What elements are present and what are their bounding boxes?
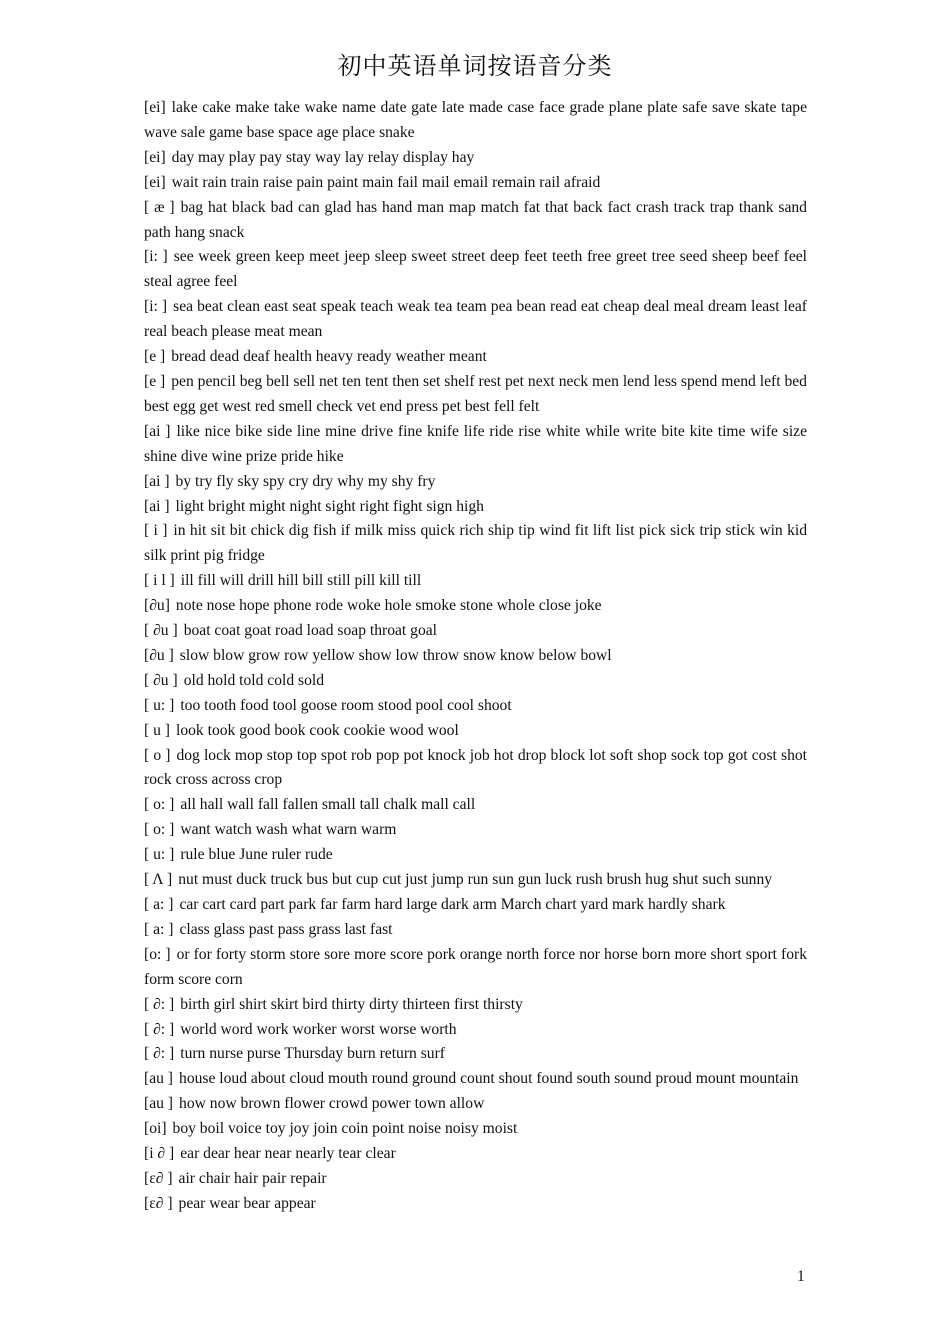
word-list-text: all hall wall fall fallen small tall chalk mall call (180, 796, 476, 814)
word-group-row (144, 793, 807, 818)
phonetic-symbol: [ai ] (144, 497, 170, 515)
phonetic-symbol: [ ∂: ] (144, 1045, 175, 1063)
word-list-text: ill fill will drill hill bill still pill kill till (180, 572, 422, 590)
word-list-text: turn nurse purse Thursday burn return surf (180, 1045, 445, 1063)
phonetic-symbol: [ i ] (144, 522, 168, 540)
word-group-row (144, 744, 807, 794)
phonetic-symbol: [ a: ] (144, 896, 174, 913)
word-group-row (144, 669, 807, 694)
word-list-text: light bright might night sight right fight sign high (175, 497, 484, 515)
word-list-text: rule blue June ruler rude (180, 846, 333, 864)
word-list-text: pen pencil beg bell sell net ten tent then set shelf rest pet next neck men lend less spend mend left bed best egg get west red smell check vet end press pet best fell felt (144, 372, 807, 415)
word-group-row (144, 245, 807, 295)
phonetic-symbol: [ai ] (144, 472, 170, 490)
word-list-text: birth girl shirt skirt bird thirty dirty thirteen first thirsty (180, 995, 523, 1013)
phonetic-symbol: [au ] (144, 1095, 174, 1113)
page-number: 1 (797, 1268, 805, 1285)
phonetic-symbol: [e ] (144, 372, 166, 390)
phonetic-symbol: [e ] (144, 348, 166, 366)
word-group-row (144, 1092, 807, 1117)
word-list-text: too tooth food tool goose room stood pool cool shoot (180, 696, 512, 714)
word-list-text: sea beat clean east seat speak teach weak tea team pea bean read eat cheap deal meal dream least leaf real beach please meat mean (144, 298, 808, 341)
word-list-text: class glass past pass grass last fast (179, 920, 393, 938)
phonetic-symbol: [ o ] (144, 746, 171, 764)
word-group-row (144, 1117, 807, 1142)
phonetic-symbol: [ai ] (144, 422, 171, 440)
phonetic-symbol: [ o: ] (144, 821, 175, 839)
word-list-text: how now brown flower crowd power town allow (179, 1095, 485, 1113)
word-group-row (144, 196, 807, 246)
phonetic-symbol: [∂u ] (144, 646, 174, 664)
word-list-text: car cart card part park far farm hard large dark arm March chart yard mark hardly shark (179, 896, 726, 913)
word-group-row (144, 345, 807, 370)
word-group-row (144, 893, 807, 918)
word-group-row (144, 1167, 807, 1192)
word-group-row (144, 918, 807, 943)
phonetic-symbol: [ei] (144, 99, 166, 116)
phonetic-symbol: [ u: ] (144, 846, 175, 864)
phonetic-symbol: [ei] (144, 148, 166, 166)
phonetic-symbol: [oi] (144, 1120, 167, 1138)
phonetic-symbol: [ε∂ ] (144, 1194, 173, 1212)
phonetic-symbol: [i ∂ ] (144, 1145, 175, 1163)
word-list-text: day may play pay stay way lay relay display hay (171, 148, 475, 166)
phonetic-symbol: [ Λ ] (144, 871, 173, 889)
word-group-row (144, 594, 807, 619)
word-group-row (144, 993, 807, 1018)
word-list-text: ear dear hear near nearly tear clear (180, 1145, 396, 1163)
word-group-row (144, 694, 807, 719)
word-group-row (144, 644, 807, 669)
phonetic-symbol: [ ∂: ] (144, 1020, 175, 1038)
word-list-text: boy boil voice toy joy join coin point noise noisy moist (172, 1120, 518, 1138)
word-list-text: wait rain train raise pain paint main fail mail email remain rail afraid (171, 173, 601, 191)
phonetic-symbol: [ ∂: ] (144, 995, 175, 1013)
word-group-row (144, 569, 807, 594)
word-list-text: by try fly sky spy cry dry why my shy fry (175, 472, 436, 490)
phonetic-symbol: [ o: ] (144, 796, 175, 814)
word-group-row (144, 719, 807, 744)
word-group-row (144, 943, 807, 993)
phonetic-symbol: [∂u] (144, 597, 170, 615)
word-group-row (144, 295, 807, 345)
word-list-text: in hit sit bit chick dig fish if milk miss quick rich ship tip wind fit lift list pick sick trip stick win kid silk print pig fridge (144, 522, 807, 565)
word-list-text: or for forty storm store sore more score pork orange north force nor horse born more short sport fork form score corn (144, 945, 807, 988)
phonetic-symbol: [i: ] (144, 298, 168, 316)
phonetic-symbol: [ ∂u ] (144, 622, 178, 640)
word-group-row (144, 420, 807, 470)
word-group-row (144, 619, 807, 644)
phonetic-symbol: [ u: ] (144, 696, 175, 714)
word-list-text: want watch wash what warn warm (180, 821, 397, 839)
word-list-text: boat coat goat road load soap throat goal (183, 622, 438, 640)
word-group-row (144, 470, 807, 495)
word-group-row (144, 1067, 807, 1092)
word-group-row (144, 519, 807, 569)
word-list-text: pear wear bear appear (178, 1194, 316, 1212)
phonetic-symbol: [ u ] (144, 721, 170, 739)
word-group-row (144, 1042, 807, 1067)
word-group-row (144, 146, 807, 171)
page-title: 初中英语单词按语音分类 (337, 52, 613, 80)
word-group-row (144, 96, 807, 146)
phonetic-symbol: [ ∂u ] (144, 671, 178, 689)
word-list-text: slow blow grow row yellow show low throw snow know below bowl (179, 646, 612, 664)
phonetic-symbol: [ei] (144, 173, 166, 191)
word-list-text: like nice bike side line mine drive fine knife life ride rise white while write bite kite time wife size shine dive wine prize pride hike (144, 422, 807, 465)
word-group-row (144, 843, 807, 868)
word-list-text: house loud about cloud mouth round ground count shout found south sound proud mount mountain (179, 1070, 799, 1088)
word-group-row (144, 868, 807, 893)
word-list-text: lake cake make take wake name date gate late made case face grade plane plate safe save skate tape wave sale game base space age place snake (144, 99, 807, 141)
word-group-row (144, 495, 807, 520)
word-group-row (144, 370, 807, 420)
phonetic-symbol: [ æ ] (144, 198, 175, 216)
phonetic-symbol: [i: ] (144, 248, 168, 266)
word-list-text: bread dead deaf health heavy ready weather meant (171, 348, 487, 366)
word-list-text: air chair hair pair repair (178, 1169, 327, 1187)
word-list-text: dog lock mop stop top spot rob pop pot knock job hot drop block lot soft shop sock top got cost shot rock cross across crop (144, 746, 807, 789)
word-group-row (144, 1142, 807, 1167)
word-list-text: note nose hope phone rode woke hole smoke stone whole close joke (175, 597, 602, 615)
phonetic-symbol: [o: ] (144, 945, 171, 963)
word-list-text: bag hat black bad can glad has hand man map match fat that back fact crash track trap thank sand path hang snack (144, 198, 807, 241)
word-group-row (144, 818, 807, 843)
word-list-text: old hold told cold sold (183, 671, 325, 689)
word-group-row (144, 1192, 807, 1217)
phonetic-symbol: [ i l ] (144, 572, 175, 590)
word-group-row (144, 1018, 807, 1043)
phonetic-symbol: [au ] (144, 1070, 174, 1088)
phonetic-symbol: [ a: ] (144, 920, 174, 938)
word-list-text: see week green keep meet jeep sleep sweet street deep feet teeth free greet tree seed sheep beef feel steal agree feel (144, 248, 808, 291)
word-list-text: nut must duck truck bus but cup cut just jump run sun gun luck rush brush hug shut such sunny (178, 871, 773, 889)
phonetic-symbol: [ε∂ ] (144, 1169, 173, 1187)
word-list-text: look took good book cook cookie wood wool (175, 721, 459, 739)
word-group-row (144, 171, 807, 196)
word-list-text: world word work worker worst worse worth (180, 1020, 457, 1038)
word-list (144, 96, 807, 1217)
